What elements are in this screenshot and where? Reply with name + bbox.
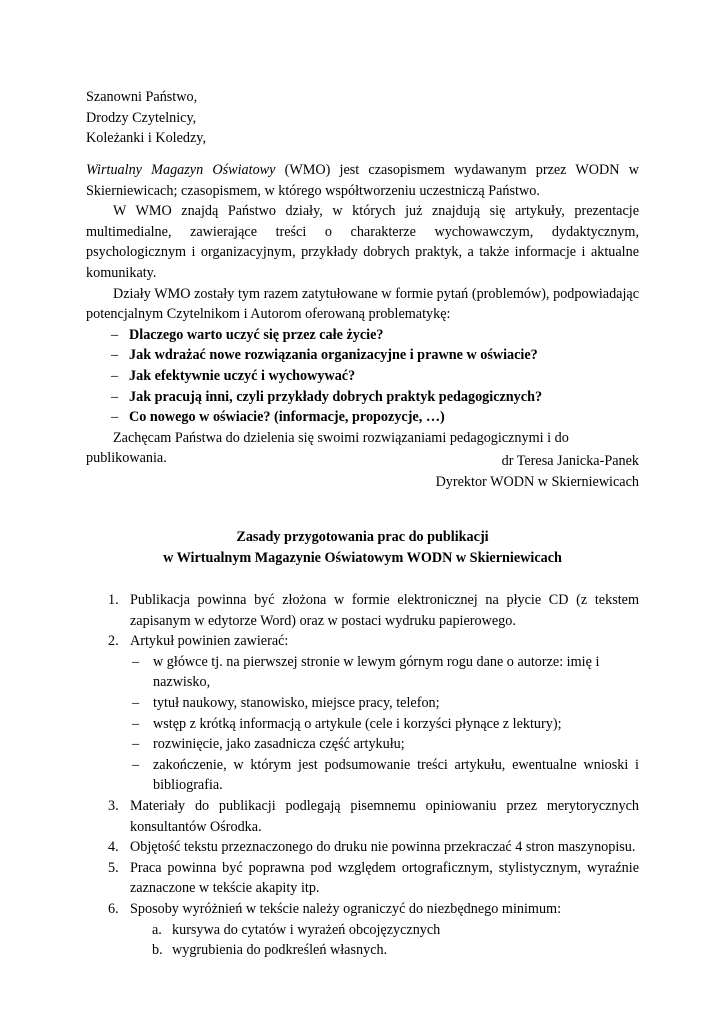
dash-bullet: – <box>132 756 140 773</box>
magazine-name: Wirtualny Magazyn Oświatowy <box>86 162 276 178</box>
rule-item <box>86 590 639 631</box>
emphasis-text: kursywa do cytatów i wyrażeń obcojęzycznych <box>172 921 441 938</box>
rule-text: Objętość tekstu przeznaczonego do druku nie powinna przekraczać 4 stron maszynopisu. <box>130 839 636 856</box>
salutation-line: Koleżanki i Koledzy, <box>86 130 207 147</box>
rule-number: 3. <box>108 797 119 814</box>
dash-bullet: – <box>111 347 119 364</box>
dash-bullet: – <box>132 736 140 753</box>
list-item <box>130 652 639 693</box>
list-item <box>86 345 639 366</box>
dash-bullet: – <box>132 715 140 732</box>
dash-bullet: – <box>111 409 119 426</box>
signature-name: dr Teresa Janicka-Panek <box>501 453 639 469</box>
question-text: Jak efektywnie uczyć i wychowywać? <box>129 367 356 384</box>
article-part-text: wstęp z krótką informacją o artykule (cele i korzyści płynące z lektury); <box>153 715 562 732</box>
question-text: Dlaczego warto uczyć się przez całe życie? <box>129 326 384 343</box>
salutation <box>86 87 639 149</box>
list-item <box>130 755 639 796</box>
rule-number: 1. <box>108 592 119 608</box>
intro-section <box>86 160 639 469</box>
rules-heading-line-2: w Wirtualnym Magazynie Oświatowym WODN w Skierniewicach <box>163 549 562 566</box>
intro-paragraph-1-text: (WMO) jest czasopismem wydawanym przez WODN w Skierniewicach; czasopismem, w którego współtworzeniu uczestniczą Państwo. <box>86 162 639 199</box>
question-text: Jak wdrażać nowe rozwiązania organizacyjne i prawne w oświacie? <box>129 347 538 364</box>
list-item <box>130 734 639 755</box>
rules-list <box>86 590 639 961</box>
closing-paragraph: Zachęcam Państwa do dzielenia się swoimi rozwiązaniami pedagogicznymi i do publikowania. <box>86 429 569 467</box>
rule-text: Materiały do publikacji podlegają pisemnemu opiniowaniu przez merytorycznych konsultantów Ośrodka. <box>130 797 639 835</box>
dash-bullet: – <box>132 694 140 711</box>
rule-text: Sposoby wyróżnień w tekście należy ograniczyć do niezbędnego minimum: <box>130 900 562 917</box>
article-part-text: tytuł naukowy, stanowisko, miejsce pracy, telefon; <box>153 694 440 711</box>
list-item <box>86 387 639 408</box>
rule-item <box>86 858 639 899</box>
rule-text: Publikacja powinna być złożona w formie elektronicznej na płycie CD (z tekstem zapisanym w edytorze Word) oraz w postaci wydruku papierowego. <box>130 592 639 629</box>
intro-paragraph-2: W WMO znajdą Państwo działy, w których już znajdują się artykuły, prezentacje multimedialne, zawierające treści o charakterze wychowawczym, dydaktycznym, psychologicznym i organizacyjnym, przykłady dobrych praktyk, a także informacje i aktualne komunikaty. <box>86 203 639 281</box>
rule-item <box>86 631 639 796</box>
dash-bullet: – <box>111 326 119 343</box>
rule-number: 5. <box>108 859 119 876</box>
emphasis-text: wygrubienia do podkreśleń własnych. <box>172 942 388 959</box>
intro-paragraph-1 <box>86 160 639 201</box>
list-item <box>130 920 639 941</box>
rules-section <box>86 590 639 961</box>
list-item <box>86 366 639 387</box>
article-part-text: w główce tj. na pierwszej stronie w lewym górnym rogu dane o autorze: imię i nazwisko, <box>153 653 600 691</box>
rule-number: 6. <box>108 900 119 917</box>
dash-bullet: – <box>111 367 119 384</box>
rules-heading-line-1: Zasady przygotowania prac do publikacji <box>236 529 489 545</box>
rule-number: 2. <box>108 633 119 650</box>
list-item <box>130 714 639 735</box>
question-text: Co nowego w oświacie? (informacje, propozycje, …) <box>129 409 445 426</box>
list-item <box>130 940 639 961</box>
rule-item <box>86 796 639 837</box>
list-item <box>130 693 639 714</box>
section-questions-list <box>86 325 639 428</box>
rule-item <box>86 899 639 961</box>
rule-number: 4. <box>108 839 119 856</box>
list-letter: a. <box>152 921 162 938</box>
salutation-line: Drodzy Czytelnicy, <box>86 109 197 126</box>
salutation-line: Szanowni Państwo, <box>86 89 198 105</box>
rule-text: Artykuł powinien zawierać: <box>130 633 289 650</box>
dash-bullet: – <box>132 653 140 670</box>
rule-item <box>86 837 639 858</box>
signature <box>436 451 639 492</box>
question-text: Jak pracują inni, czyli przykłady dobrych praktyk pedagogicznych? <box>129 388 543 405</box>
article-parts-list <box>130 652 639 796</box>
rule-text: Praca powinna być poprawna pod względem ortograficznym, stylistycznym, wyraźnie zaznaczone w tekście akapity itp. <box>130 859 639 897</box>
article-part-text: zakończenie, w którym jest podsumowanie treści artykułu, ewentualne wnioski i bibliografia. <box>153 756 639 794</box>
list-item <box>86 407 639 428</box>
dash-bullet: – <box>111 388 119 405</box>
signature-title: Dyrektor WODN w Skierniewicach <box>435 473 639 490</box>
rules-heading <box>86 527 639 568</box>
article-part-text: rozwinięcie, jako zasadnicza część artykułu; <box>153 736 405 753</box>
list-item <box>86 325 639 346</box>
emphasis-list <box>130 920 639 961</box>
list-letter: b. <box>152 942 163 959</box>
intro-paragraph-3: Działy WMO zostały tym razem zatytułowane w formie pytań (problemów), podpowiadając potencjalnym Czytelnikom i Autorom oferowaną problematykę: <box>86 285 639 323</box>
